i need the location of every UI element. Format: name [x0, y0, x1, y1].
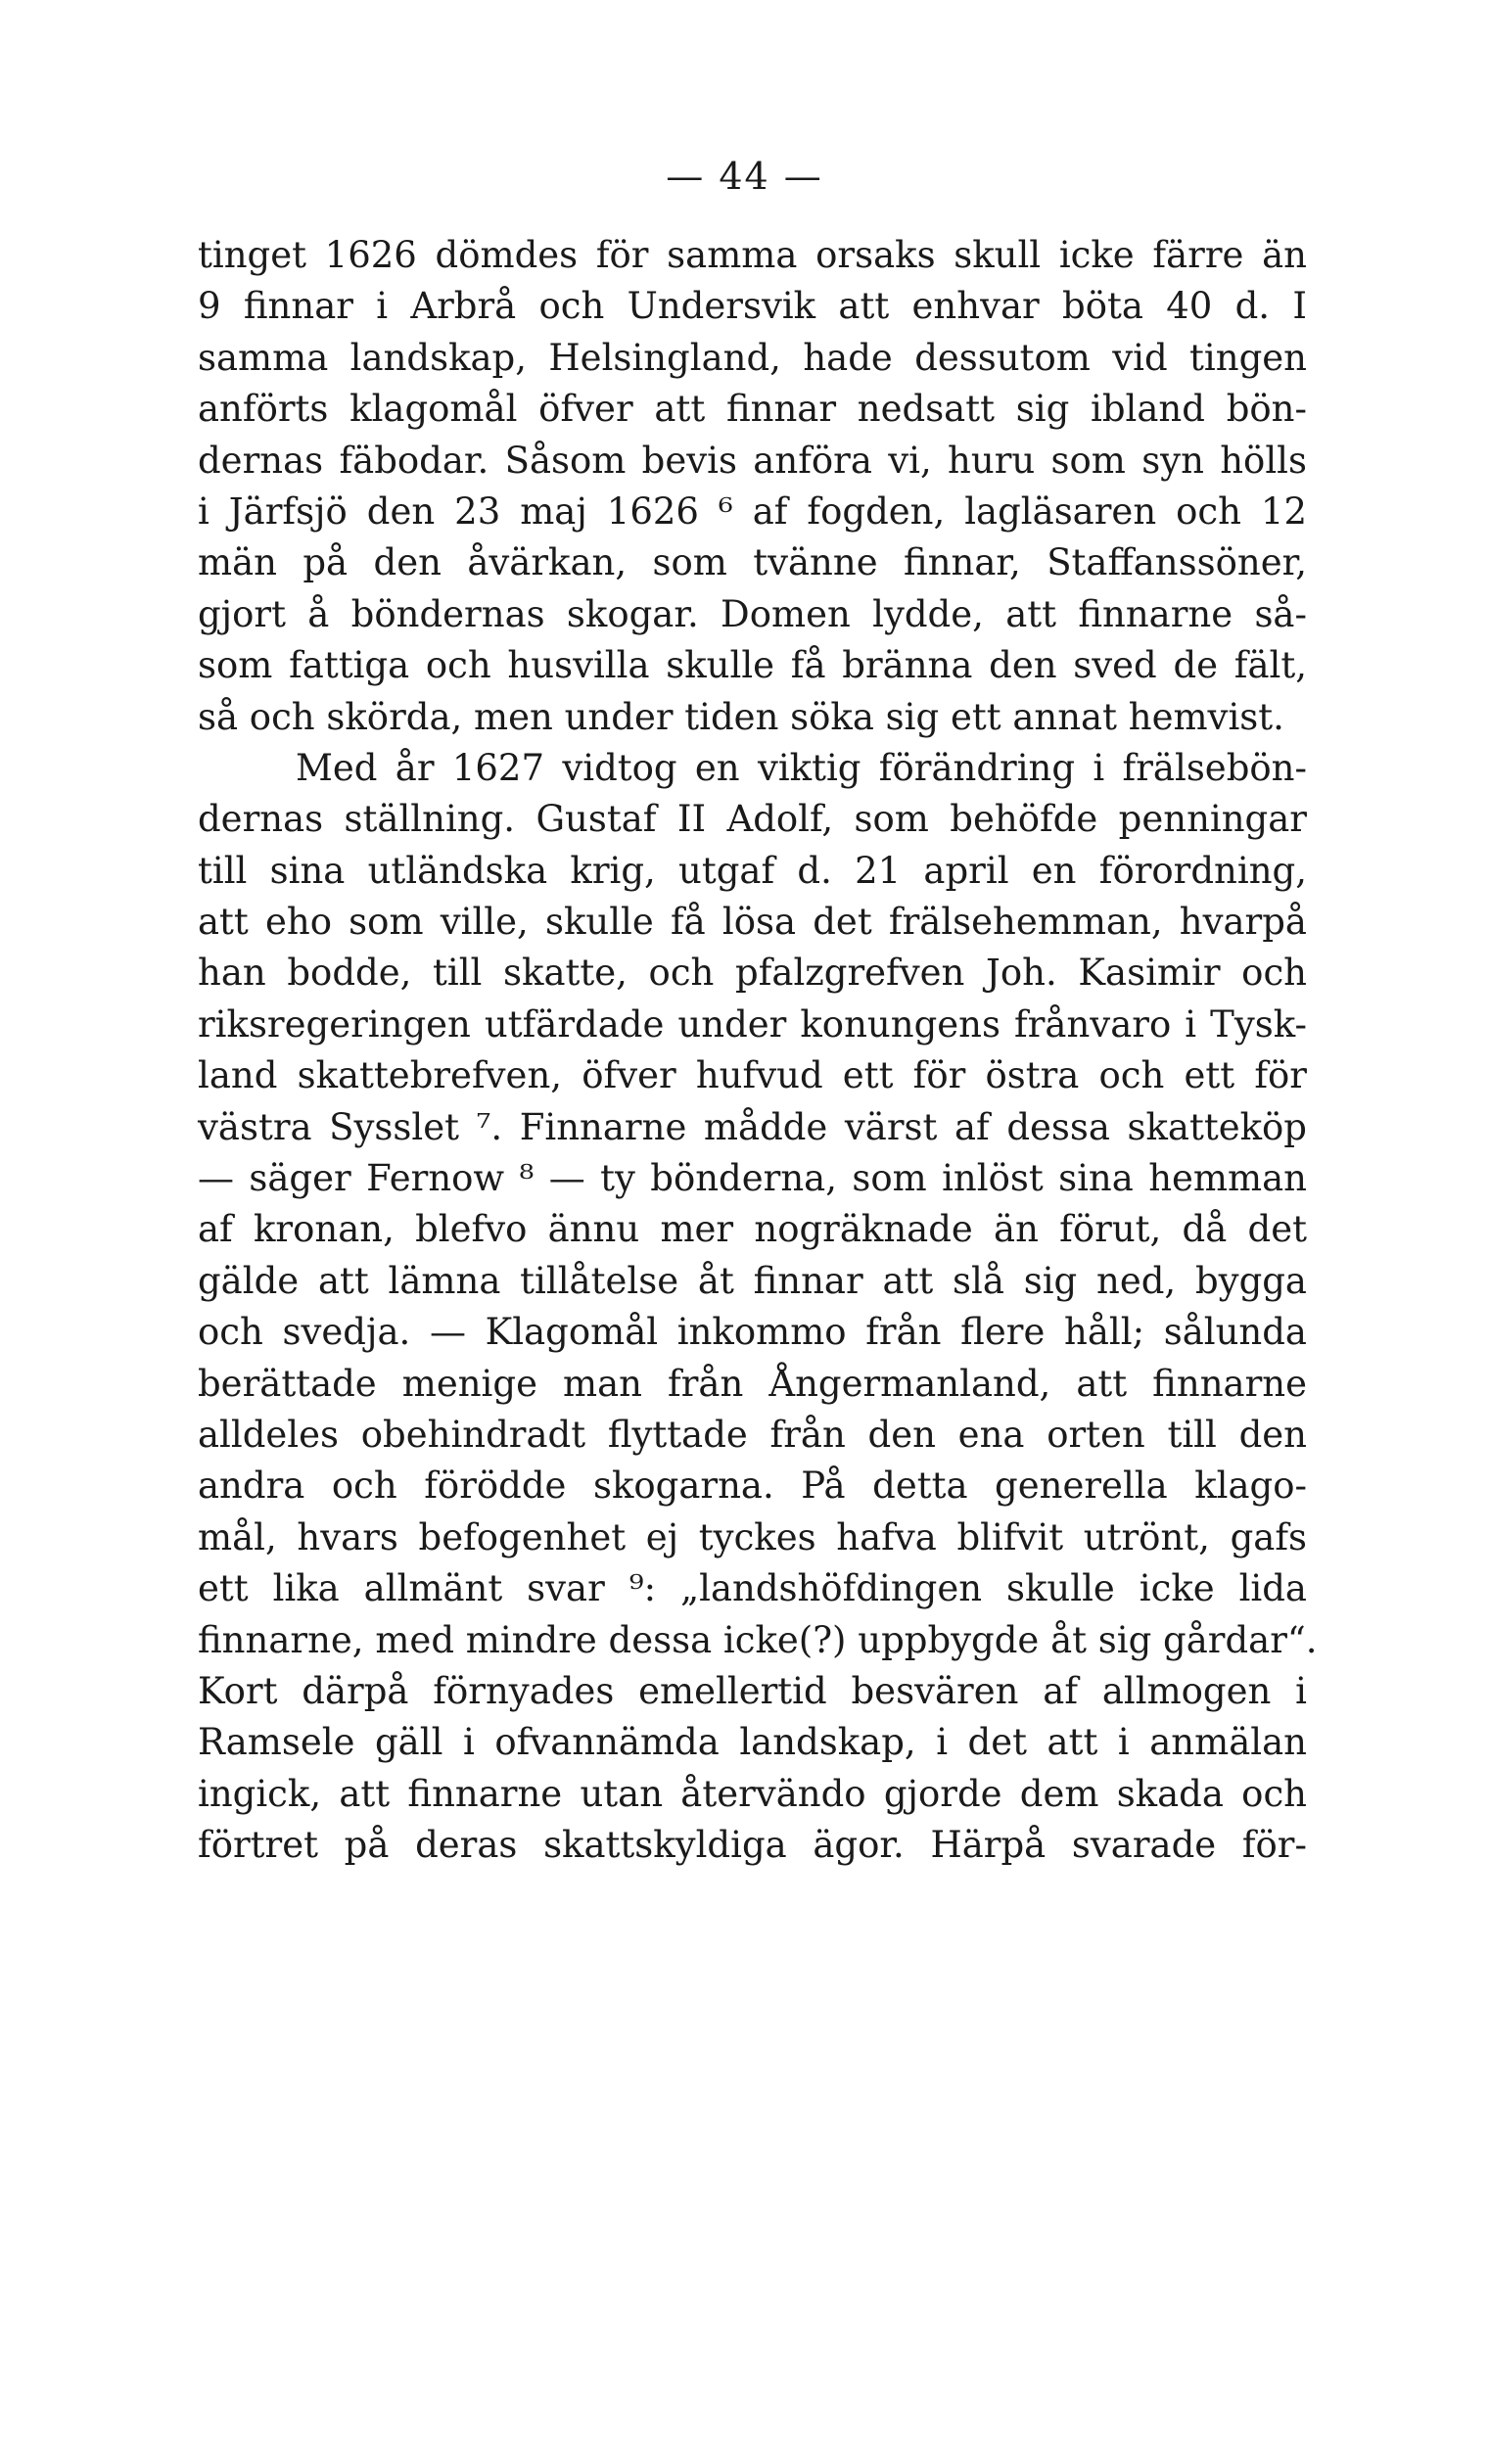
- text-line: — säger Fernow ⁸ — ty bönderna, som inlöst sina hemman: [198, 1157, 1307, 1200]
- page-number: — 44 —: [666, 155, 823, 198]
- text-line: västra Sysslet ⁷. Finnarne mådde värst af dessa skatteköp: [198, 1105, 1307, 1148]
- text-line: samma landskap, Helsingland, hade dessutom vid tingen: [198, 336, 1307, 379]
- text-line: och svedja. — Klagomål inkommo från flere håll; sålunda: [198, 1311, 1307, 1354]
- text-line: 9 finnar i Arbrå och Undersvik att enhvar böta 40 d. I: [198, 285, 1307, 328]
- text-line: Kort därpå förnyades emellertid besvären af allmogen i: [198, 1669, 1307, 1712]
- text-line: anförts klagomål öfver att finnar nedsatt sig ibland bön-: [198, 388, 1307, 431]
- text-line: dernas fäbodar. Såsom bevis anföra vi, huru som syn hölls: [198, 439, 1307, 482]
- text-line: Med år 1627 vidtog en viktig förändring i frälsebön-: [296, 746, 1307, 789]
- text-line: han bodde, till skatte, och pfalzgrefven Joh. Kasimir och: [198, 952, 1307, 995]
- body-text: [198, 230, 1318, 1872]
- text-line: alldeles obehindradt flyttade från den ena orten till den: [198, 1413, 1307, 1456]
- text-line: tinget 1626 dömdes för samma orsaks skull icke färre än: [198, 234, 1307, 276]
- text-line: till sina utländska krig, utgaf d. 21 april en förordning,: [198, 849, 1307, 892]
- text-line: andra och förödde skogarna. På detta generella klago-: [198, 1464, 1307, 1508]
- text-line: riksregeringen utfärdade under konungens frånvaro i Tysk-: [198, 1002, 1307, 1046]
- text-line: land skattebrefven, öfver hufvud ett för östra och ett för: [198, 1054, 1307, 1097]
- text-line: att eho som ville, skulle få lösa det frälsehemman, hvarpå: [198, 901, 1307, 944]
- text-line: berättade menige man från Ångermanland, att finnarne: [198, 1362, 1307, 1405]
- text-line: finnarne, med mindre dessa icke(?) uppbygde åt sig gårdar“.: [198, 1618, 1318, 1661]
- text-line: som fattiga och husvilla skulle få bränna den sved de fält,: [198, 644, 1307, 687]
- text-line: ett lika allmänt svar ⁹: „landshöfdingen skulle icke lida: [198, 1567, 1307, 1610]
- text-line: ingick, att finnarne utan återvändo gjorde dem skada och: [198, 1772, 1307, 1815]
- text-line: så och skörda, men under tiden söka sig ett annat hemvist.: [198, 695, 1284, 738]
- text-line: i Järfsjö den 23 maj 1626 ⁶ af fogden, lagläsaren och 12: [198, 489, 1307, 533]
- text-line: Ramsele gäll i ofvannämda landskap, i det att i anmälan: [198, 1721, 1307, 1764]
- text-line: förtret på deras skattskyldiga ägor. Härpå svarade för-: [198, 1824, 1307, 1867]
- text-line: dernas ställning. Gustaf II Adolf, som behöfde penningar: [198, 798, 1307, 841]
- text-line: af kronan, blefvo ännu mer nogräknade än förut, då det: [198, 1208, 1307, 1251]
- text-line: män på den åvärkan, som tvänne finnar, Staffanssöner,: [198, 541, 1307, 584]
- text-line: gälde att lämna tillåtelse åt finnar att slå sig ned, bygga: [198, 1259, 1307, 1302]
- text-line: mål, hvars befogenhet ej tyckes hafva blifvit utrönt, gafs: [198, 1515, 1307, 1558]
- text-line: gjort å böndernas skogar. Domen lydde, att finnarne så-: [198, 592, 1307, 635]
